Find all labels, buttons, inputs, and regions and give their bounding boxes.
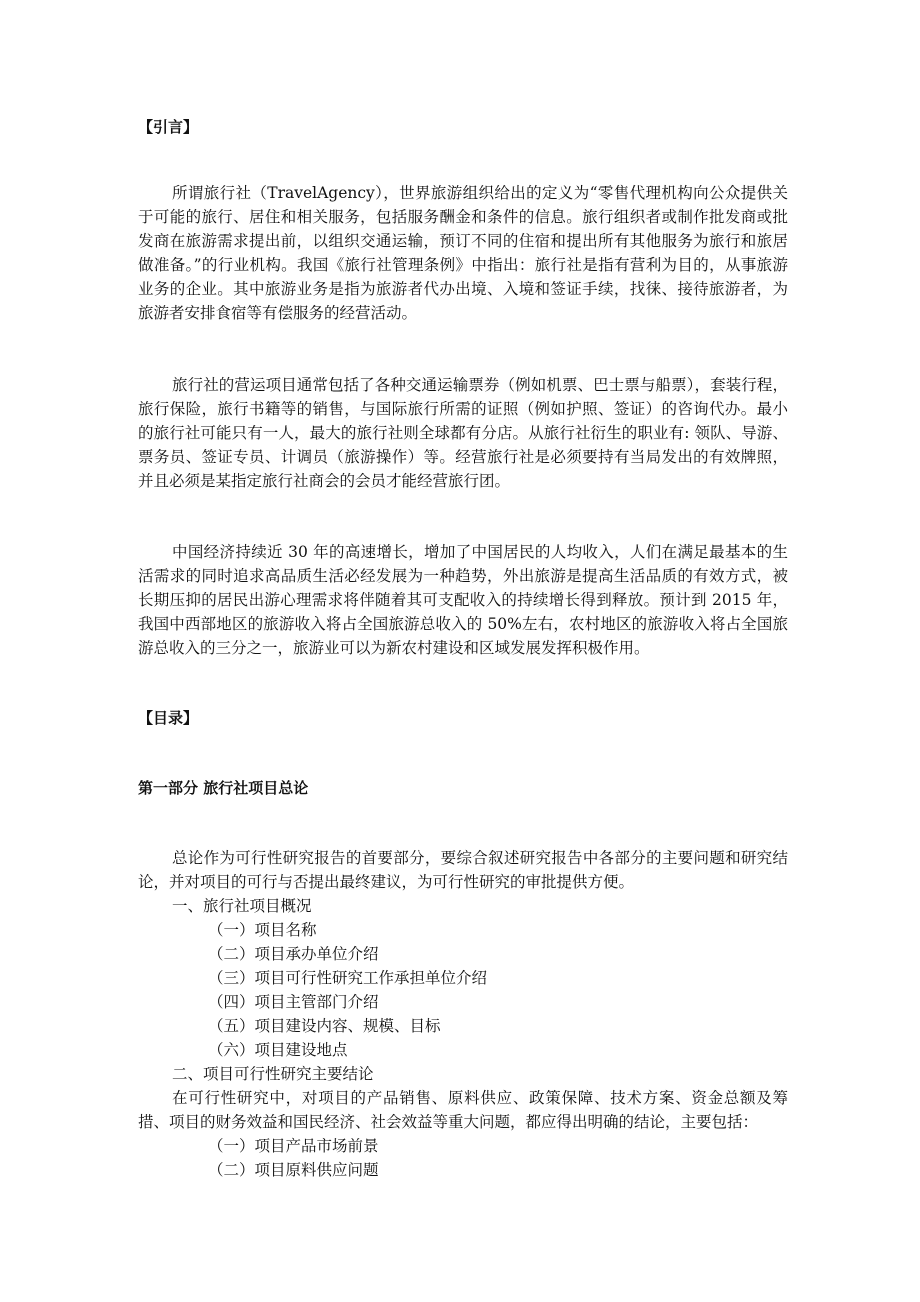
intro-paragraph-2: 旅行社的营运项目通常包括了各种交通运输票券（例如机票、巴士票与船票），套装行程，旅行保险，旅行书籍等的销售，与国际旅行所需的证照（例如护照、签证）的咨询代办。最小的旅行社可能只有一人，最大的旅行社则全球都有分店。从旅行社衍生的职业有: 领队、导游、票务员、签证专员、计调员（旅游操作）等。经营旅行社是必须要持有当局发出的有效牌照，并且必须是某指定旅行社商会的会员才能经营旅行团。	[138, 376, 788, 490]
section-1-item: （四）项目主管部门介绍	[208, 993, 379, 1011]
intro-paragraph-1: 所谓旅行社（TravelAgency），世界旅游组织给出的定义为“零售代理机构向公众提供关于可能的旅行、居住和相关服务，包括服务酬金和条件的信息。旅行组织者或制作批发商或批发商在旅游需求提出前，以组织交通运输，预订不同的住宿和提出所有其他服务为旅行和旅居做准备。”的行业机构。我国《旅行社管理条例》中指出：旅行社是指有营利为目的，从事旅游业务的企业。其中旅游业务是指为旅游者代办出境、入境和签证手续，找徕、接待旅游者，为旅游者安排食宿等有偿服务的经营活动。	[138, 184, 788, 322]
section-1-title: 一、旅行社项目概况	[172, 897, 312, 915]
section-2-item: （二）项目原料供应问题	[208, 1161, 379, 1179]
section-2-item: （一）项目产品市场前景	[208, 1137, 379, 1155]
part-one-title: 第一部分 旅行社项目总论	[138, 779, 309, 797]
section-1-item: （六）项目建设地点	[208, 1041, 348, 1059]
section-2-title: 二、项目可行性研究主要结论	[172, 1065, 374, 1083]
section-1-item: （三）项目可行性研究工作承担单位介绍	[208, 969, 488, 987]
section-2-description: 在可行性研究中，对项目的产品销售、原料供应、政策保障、技术方案、资金总额及筹措、项目的财务效益和国民经济、社会效益等重大问题，都应得出明确的结论，主要包括：	[138, 1089, 788, 1131]
intro-paragraph-3: 中国经济持续近 30 年的高速增长，增加了中国居民的人均收入，人们在满足最基本的生活需求的同时追求高品质生活必经发展为一种趋势，外出旅游是提高生活品质的有效方式，被长期压抑的居民出游心理需求将伴随着其可支配收入的持续增长得到释放。预计到 2015 年，我国中西部地区的旅游收入将占全国旅游总收入的 50%左右，农村地区的旅游收入将占全国旅游总收入的三分之一，旅游业可以为新农村建设和区域发展发挥积极作用。	[138, 543, 788, 657]
section-1-item: （二）项目承办单位介绍	[208, 945, 379, 963]
section-1-item: （五）项目建设内容、规模、目标	[208, 1017, 441, 1035]
section-1-item: （一）项目名称	[208, 921, 317, 939]
intro-heading: 【引言】	[138, 118, 199, 136]
summary-paragraph: 总论作为可行性研究报告的首要部分，要综合叙述研究报告中各部分的主要问题和研究结论，并对项目的可行与否提出最终建议，为可行性研究的审批提供方便。	[138, 849, 788, 891]
toc-heading: 【目录】	[138, 709, 199, 727]
